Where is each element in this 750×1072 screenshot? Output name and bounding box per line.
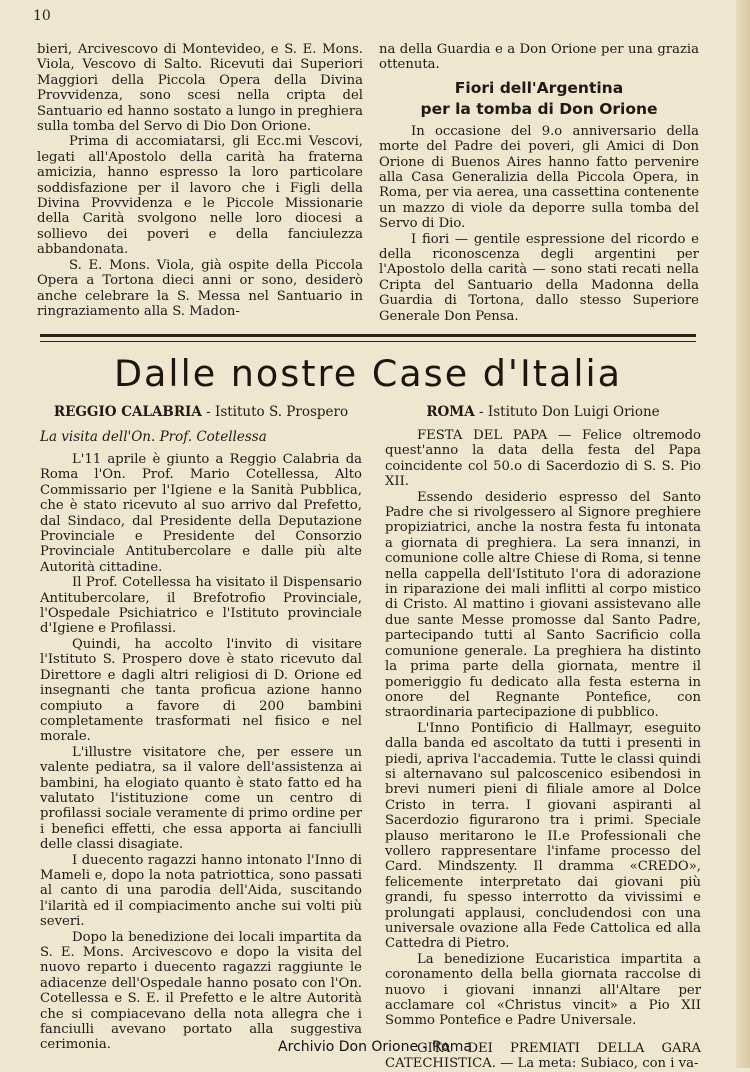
- paragraph: GITA DEI PREMIATI DELLA GARA CATECHISTICA. — La meta: Subiaco, con i va-: [385, 1040, 701, 1072]
- paragraph: L'11 aprile è giunto a Reggio Calabria da Roma l'On. Prof. Mario Cotellessa, Alto Commissario per l'Igiene e la Sanità Pubblica, che è stato ricevuto al suo arrivo dal Prefetto, dal Sindaco, dal Presidente della Deputazione Provinciale e Presidente del Consorzio Provinciale Antitubercolare e dalle più alte Autorità cittadine.: [40, 452, 362, 575]
- paragraph: L'Inno Pontificio di Hallmayr, eseguito dalla banda ed ascoltato da tutti i presenti in piedi, apriva l'accademia. Tutte le classi quindi si alternavano sul palcoscenico esibendosi in brevi numeri pieni di filiale amore al Dolce Cristo in terra. I giovani aspiranti al Sacerdozio figurarono tra i primi. Speciale plauso meritarono le II.e Professionali che vollero rappresentare l'infame processo del Card. Mindszenty. Il dramma «CREDO», felicemente interpretato dai giovani più grandi, fu spesso interrotto da vivissimi e prolungati applausi, concludendosi con una universale ovazione alla Fede Cattolica ed alla Cattedra di Pietro.: [385, 720, 701, 952]
- article-subtitle: La visita dell'On. Prof. Cotellessa: [40, 429, 267, 445]
- page-edge: [736, 0, 750, 1068]
- section-heading: [385, 402, 701, 422]
- section-heading: [40, 402, 362, 422]
- institute-name: - Istituto Don Luigi Orione: [474, 404, 660, 420]
- section-banner-title: Dalle nostre Case d'Italia: [113, 352, 623, 395]
- section-divider: [40, 334, 696, 337]
- heading-line: Fiori dell'Argentina: [454, 78, 624, 97]
- paragraph: In occasione del 9.o anniversario della morte del Padre dei poveri, gli Amici di Don Orione di Buenos Aires hanno fatto pervenire alla Casa Generalizia della Piccola Opera, in Roma, per via aerea, una cassettina contenente un mazzo di viole da deporre sulla tomba del Servo di Dio.: [379, 123, 699, 232]
- city-name: ROMA: [426, 404, 475, 420]
- section-divider: [40, 341, 696, 342]
- heading-line: per la tomba di Don Orione: [420, 99, 658, 118]
- paragraph: I fiori — gentile espressione del ricordo e della riconoscenza degli argentini per l'Apostolo della carità — sono stati recati nella Cripta del Santuario della Madonna della Guardia di Tortona, dallo stesso Superiore Generale Don Pensa.: [379, 231, 699, 324]
- top-right-column: [379, 42, 699, 324]
- paragraph: FESTA DEL PAPA — Felice oltremodo quest'anno la data della festa del Papa coincidente col 50.o di Sacerdozio di S. S. Pio XII.: [385, 428, 701, 490]
- paragraph: I duecento ragazzi hanno intonato l'Inno di Mameli e, dopo la nota patriottica, sono passati al canto di una parodia dell'Aida, suscitando l'ilarità ed il compiacimento anche sui volti più severi.: [40, 852, 362, 930]
- city-name: REGGIO CALABRIA: [53, 404, 202, 420]
- paragraph: bieri, Arcivescovo di Montevideo, e S. E. Mons. Viola, Vescovo di Salto. Ricevuti dai Superiori Maggiori della Piccola Opera della Divina Provvidenza, sono scesi nella cripta del Santuario ed hanno sostato a lungo in preghiera sulla tomba del Servo di Dio Don Orione.: [37, 42, 363, 135]
- paragraph: Quindi, ha accolto l'invito di visitare l'Istituto S. Prospero dove è stato ricevuto dal Direttore e dagli altri religiosi di D. Orione ed insegnanti che tanta proficua azione hanno compiuto a favore di 200 bambini completamente trasformati nel fisico e nel morale.: [40, 636, 362, 745]
- top-left-column: [37, 42, 363, 319]
- article-heading: [379, 78, 699, 120]
- paragraph: La benedizione Eucaristica impartita a coronamento della bella giornata raccolse di nuovo i giovani innanzi all'Altare per acclamare col «Christus vincit» a Pio XII Sommo Pontefice e Padre Universale.: [385, 951, 701, 1029]
- institute-name: - Istituto S. Prospero: [201, 404, 349, 420]
- paragraph: Dopo la benedizione dei locali impartita da S. E. Mons. Arcivescovo e dopo la visita del nuovo reparto i duecento ragazzi raggiunte le adiacenze dell'Ospedale hanno posato con l'On. Cotellessa e S. E. il Prefetto e le altre Autorità che si compiacevano della nota allegra che i fanciulli avevano portato alla suggestiva cerimonia.: [40, 929, 362, 1053]
- paragraph: L'illustre visitatore che, per essere un valente pediatra, sa il valore dell'assistenza ai bambini, ha elogiato quanto è stato fatto ed ha valutato l'istituzione come un centro di profilassi sociale veramente di primo ordine per i benefici effetti, che essa apporta ai fanciulli delle classi disagiate.: [40, 744, 362, 853]
- paragraph: na della Guardia e a Don Orione per una grazia ottenuta.: [379, 42, 699, 73]
- roma-column: [385, 402, 701, 1072]
- reggio-calabria-column: [40, 402, 362, 1053]
- paragraph: Prima di accomiatarsi, gli Ecc.mi Vescovi, legati all'Apostolo della carità ha fraterna amicizia, hanno espresso la loro particolare soddisfazione per il lavoro che i Figli della Divina Provvidenza e le Piccole Missionarie della Carità svolgono nelle loro diocesi a sollievo dei poveri e della fanciulezza abbandonata.: [37, 134, 363, 258]
- paragraph: S. E. Mons. Viola, già ospite della Piccola Opera a Tortona dieci anni or sono, desiderò anche celebrare la S. Messa nel Santuario in ringraziamento alla S. Madon-: [37, 257, 363, 319]
- paragraph: Il Prof. Cotellessa ha visitato il Dispensario Antitubercolare, il Brefotrofio Provinciale, l'Ospedale Psichiatrico e l'Istituto provinciale d'Igiene e Profilassi.: [40, 575, 362, 637]
- archive-footer: Archivio Don Orione - Roma: [278, 1039, 472, 1055]
- paragraph: Essendo desiderio espresso del Santo Padre che si rivolgessero al Signore preghiere propiziatrici, anche la nostra festa fu intonata a giornata di preghiera. La sera innanzi, in comunione colle altre Chiese di Roma, si tenne nella cappella dell'Istituto l'ora di adorazione in riparazione dei mali inflitti al corpo mistico di Cristo. Al mattino i giovani assistevano alle due sante Messe promosse dal Santo Padre, partecipando tutti al Santo Sacrificio colla comunione generale. La preghiera ha distinto la prima parte della giornata, mentre il pomeriggio fu dedicato alla festa esterna in onore del Regnante Pontefice, con straordinaria partecipazione di pubblico.: [385, 489, 701, 721]
- page-number: 10: [33, 8, 51, 24]
